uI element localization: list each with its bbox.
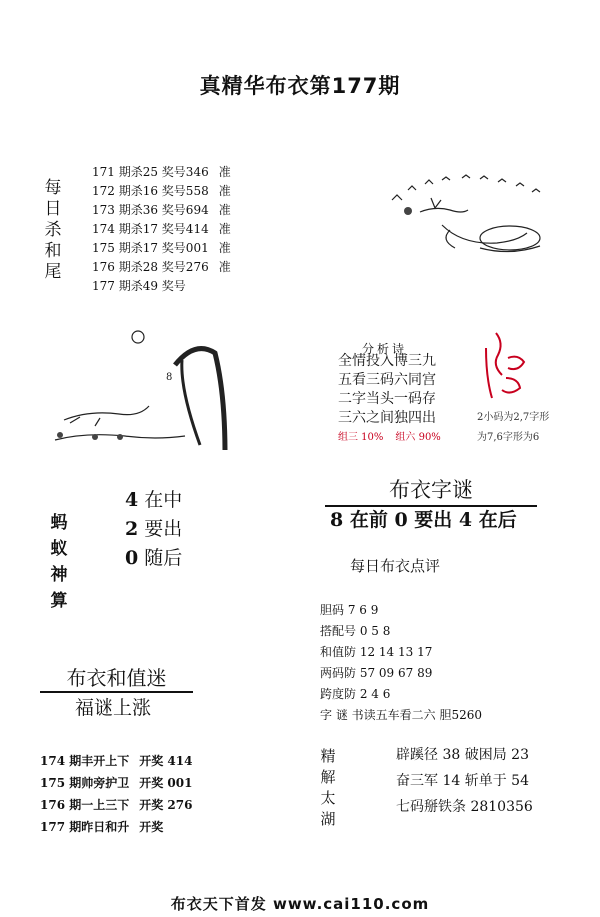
footer-source: 布衣天下首发 www.cai110.com	[170, 895, 430, 913]
red-calligraphy-illustration	[478, 328, 533, 408]
svg-text:8: 8	[166, 372, 173, 383]
list-item: 177 期昨日和升 开奖	[40, 820, 164, 834]
poem-odds: 组三 10% 组六 90%	[338, 432, 441, 443]
sum-riddle-title: 布衣和值迷	[40, 662, 193, 693]
kill-records-list	[92, 163, 231, 296]
hint-list	[40, 750, 192, 838]
list-item: 174 期丰开上下 开奖 414	[40, 754, 193, 768]
list-item: 胆码 7 6 9	[320, 603, 379, 617]
lizard-rock-illustration	[380, 170, 555, 270]
list-item: 七码掰铁条 2810356	[396, 799, 533, 815]
list-item: 175 期杀17 奖号001 准	[92, 241, 231, 255]
list-item: 2 要出	[125, 518, 183, 540]
list-item: 两码防 57 09 67 89	[320, 666, 433, 680]
list-item: 171 期杀25 奖号346 准	[92, 165, 231, 179]
riddle-text: 8 在前 0 要出 4 在后	[330, 509, 517, 531]
list-item: 172 期杀16 奖号558 准	[92, 184, 231, 198]
daily-kill-label: 每 日 杀 和 尾	[44, 178, 62, 282]
comment-list	[320, 600, 482, 726]
list-item: 字 谜 书读五车看二六 胆5260	[320, 708, 482, 722]
list-item: 辟蹊径 38 破困局 23	[396, 747, 529, 763]
list-item: 和值防 12 14 13 17	[320, 645, 433, 659]
list-item: 奋三军 14 斩单于 54	[396, 773, 529, 789]
comment-title: 每日布衣点评	[350, 557, 441, 575]
list-item: 4 在中	[125, 489, 183, 511]
analysis-poem: 全情投入博三九 五看三码六同宫 二字当头一码存 三六之间独四出	[338, 353, 436, 426]
list-item: 搭配号 0 5 8	[320, 624, 391, 638]
list-item: 174 期杀17 奖号414 准	[92, 222, 231, 236]
list-item: 跨度防 2 4 6	[320, 687, 391, 701]
poem-title: 分析诗	[362, 342, 408, 356]
list-item: 176 期一上三下 开奖 276	[40, 798, 193, 812]
list-item: 173 期杀36 奖号694 准	[92, 203, 231, 217]
ant-label: 蚂 蚁 神 算	[50, 513, 68, 611]
riddle-title: 布衣字谜	[325, 474, 537, 507]
list-item: 176 期杀28 奖号276 准	[92, 260, 231, 274]
list-item: 177 期杀49 奖号	[92, 279, 186, 293]
list-item: 0 随后	[125, 547, 183, 569]
lake-lines	[396, 742, 533, 820]
bottle-lizard-illustration	[50, 325, 240, 450]
ant-predictions	[125, 486, 182, 573]
page-title: 真精华布衣第177期	[199, 74, 401, 98]
shape-notes: 2小码为2,7字形 为7,6字形为6	[477, 412, 550, 443]
lake-label: 精 解 太 湖	[320, 747, 336, 828]
sum-riddle-subtitle: 福谜上涨	[75, 697, 152, 719]
list-item: 175 期帅旁护卫 开奖 001	[40, 776, 193, 790]
